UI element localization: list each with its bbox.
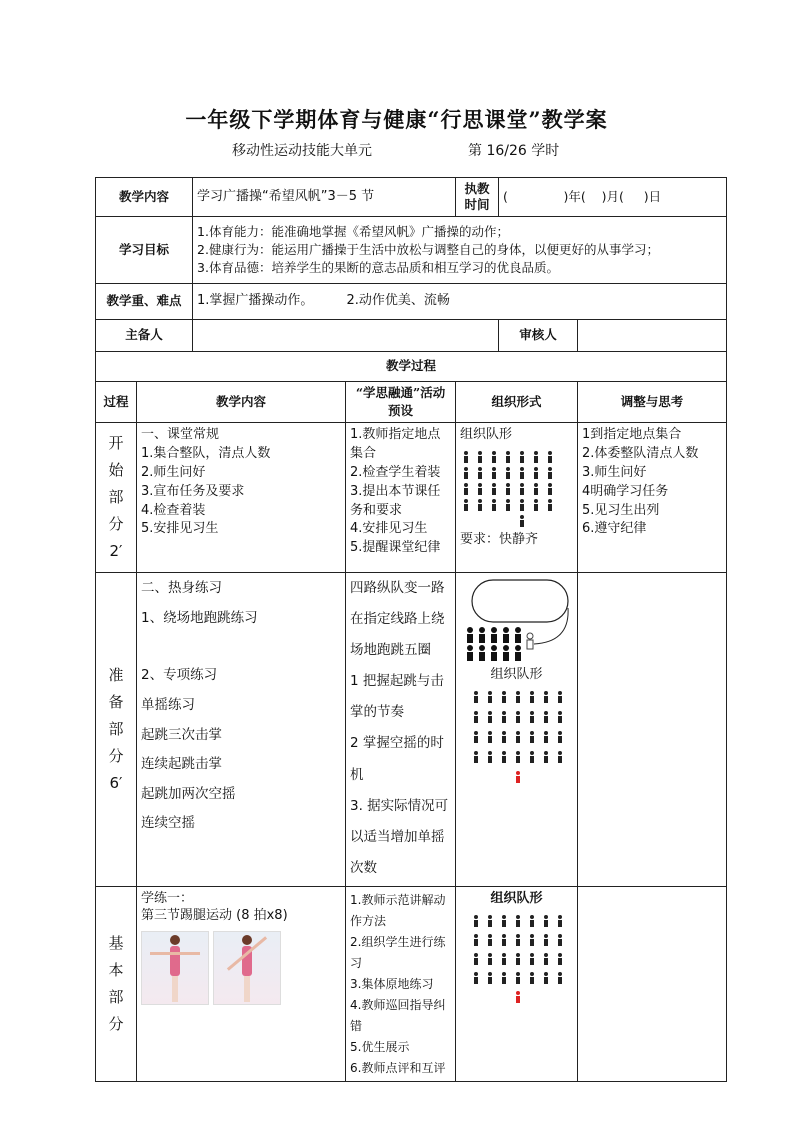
basic-activity: [346, 886, 456, 1081]
col-activity: “学思融通”活动预设: [346, 382, 456, 423]
student-icon: [504, 499, 512, 511]
student-icon: [532, 467, 540, 479]
student-icon: [486, 731, 494, 743]
student-icon: [514, 711, 522, 723]
student-icon: [472, 691, 480, 703]
lesson-plan-table: [95, 177, 727, 1082]
activity-line: 2 掌握空摇的时机: [350, 735, 444, 783]
formation-title: 组织队形: [490, 667, 543, 683]
student-icon: [556, 953, 564, 965]
student-icon: [504, 451, 512, 463]
student-icon: [542, 731, 550, 743]
student-icon: [486, 751, 494, 763]
student-icon: [528, 711, 536, 723]
teacher-icon: [514, 771, 522, 783]
student-icon: [528, 934, 536, 946]
student-icon: [500, 915, 508, 927]
content-label: 教学内容: [96, 178, 193, 217]
exercise-illustration: [141, 931, 341, 1005]
goal-list: [193, 217, 727, 284]
student-icon: [490, 467, 498, 479]
start-organization: [456, 423, 578, 573]
student-icon: [476, 467, 484, 479]
reflection-line: 4明确学习任务: [582, 483, 669, 499]
student-icon: [486, 691, 494, 703]
document-title: 一年级下学期体育与健康“行思课堂”教学案: [185, 107, 608, 132]
activity-line: 6.教师点评和互评: [350, 1060, 446, 1075]
unit-name: 移动性运动技能大单元: [232, 143, 372, 159]
goal-item: 1.体育能力：能准确地掌握《希望风帆》广播操的动作；: [197, 223, 509, 239]
process-title: 教学过程: [96, 352, 727, 382]
exercise-photo: [213, 931, 281, 1005]
stage-prepare: 准 备 部 分 6′: [96, 573, 137, 886]
prepare-content: [137, 573, 346, 886]
activity-line: 1 把握起跳与击掌的节奏: [350, 673, 444, 721]
col-reflection: 调整与思考: [578, 382, 727, 423]
student-icon: [472, 751, 480, 763]
content-line: 一、课堂常规: [141, 427, 220, 443]
student-icon: [542, 972, 550, 984]
start-content: [137, 423, 346, 573]
activity-line: 5.提醒课堂纪律: [350, 540, 441, 556]
student-icon: [472, 953, 480, 965]
student-icon: [486, 953, 494, 965]
student-icon: [528, 972, 536, 984]
student-icon: [556, 691, 564, 703]
student-icon: [490, 451, 498, 463]
student-icon: [556, 751, 564, 763]
student-icon: [518, 451, 526, 463]
student-icon: [556, 972, 564, 984]
student-icon: [490, 499, 498, 511]
key-points-value: 1.掌握广播操动作。 2.动作优美、流畅: [193, 284, 727, 320]
content-value: 学习广播操“希望风帆”3－5 节: [193, 178, 456, 217]
content-line: 1、绕场地跑跳练习: [141, 609, 258, 626]
student-icon: [472, 934, 480, 946]
student-icon: [500, 691, 508, 703]
activity-line: 4.安排见习生: [350, 521, 428, 537]
activity-line: 四路纵队变一路在指定线路上绕场地跑跳五圈: [350, 580, 445, 659]
content-line: 连续起跳击掌: [141, 756, 222, 773]
student-icon: [546, 451, 554, 463]
student-icon: [546, 483, 554, 495]
formation-requirement: 要求：快静齐: [460, 532, 539, 548]
student-icon: [546, 499, 554, 511]
student-icon: [542, 751, 550, 763]
formation-title: 组织队形: [490, 890, 543, 906]
student-icon: [514, 751, 522, 763]
student-icon: [528, 953, 536, 965]
reflection-line: 3.师生问好: [582, 464, 647, 480]
student-icon: [514, 731, 522, 743]
content-line: 5.安排见习生: [141, 521, 219, 537]
start-activity: [346, 423, 456, 573]
teacher-icon: [514, 991, 522, 1003]
basic-reflection: [578, 886, 727, 1081]
student-icon: [500, 711, 508, 723]
student-icon: [556, 731, 564, 743]
content-line: [141, 638, 341, 656]
content-line: 2.师生问好: [141, 464, 206, 480]
student-icon: [542, 934, 550, 946]
content-line: 4.检查着装: [141, 502, 206, 518]
student-icon: [476, 451, 484, 463]
prepare-reflection: [578, 573, 727, 886]
student-icon: [500, 972, 508, 984]
col-stage: 过程: [96, 382, 137, 423]
student-icon: [472, 731, 480, 743]
student-icon: [462, 467, 470, 479]
content-line: 二、热身练习: [141, 580, 222, 597]
col-content: 教学内容: [137, 382, 346, 423]
student-icon: [542, 711, 550, 723]
student-icon: [476, 499, 484, 511]
stage-basic: 基 本 部 分: [96, 886, 137, 1081]
lesson-number: 第 16/26 学时: [468, 143, 560, 159]
reflection-line: 1到指定地点集合: [582, 427, 682, 443]
content-line: 3.宣布任务及要求: [141, 483, 245, 499]
time-value: ( )年( )月( )日: [499, 178, 727, 217]
student-icon: [518, 483, 526, 495]
formation-title: 组织队形: [460, 427, 513, 443]
student-icon: [528, 691, 536, 703]
teacher-icon: [518, 515, 526, 527]
content-line: 起跳加两次空摇: [141, 785, 236, 802]
student-icon: [528, 915, 536, 927]
student-icon: [518, 467, 526, 479]
student-icon: [500, 751, 508, 763]
activity-line: 3. 据实际情况可以适当增加单摇次数: [350, 797, 449, 876]
student-icon: [486, 934, 494, 946]
student-icon: [504, 467, 512, 479]
student-icon: [500, 731, 508, 743]
activity-line: 3.提出本节课任务和要求: [350, 483, 441, 518]
student-icon: [542, 691, 550, 703]
student-icon: [472, 972, 480, 984]
goal-item: 3.体育品德：培养学生的果断的意志品质和相互学习的优良品质。: [197, 260, 559, 276]
student-icon: [528, 731, 536, 743]
student-icon: [542, 953, 550, 965]
formation-diagram: [472, 915, 564, 1003]
student-icon: [514, 972, 522, 984]
student-icon: [472, 915, 480, 927]
student-icon: [514, 953, 522, 965]
content-line: 第三节踢腿运动 (8 拍x8): [141, 908, 288, 924]
student-icon: [528, 751, 536, 763]
student-icon: [462, 499, 470, 511]
student-icon: [514, 691, 522, 703]
content-line: 连续空摇: [141, 815, 195, 832]
student-icon: [486, 711, 494, 723]
prepare-activity: [346, 573, 456, 886]
activity-line: 1.教师示范讲解动作方法: [350, 892, 446, 928]
reflection-line: 5.见习生出列: [582, 502, 660, 518]
student-icon: [532, 451, 540, 463]
reflection-line: 2.体委整队清点人数: [582, 446, 699, 462]
reflection-line: 6.遵守纪律: [582, 521, 647, 537]
student-icon: [490, 483, 498, 495]
basic-content: [137, 886, 346, 1081]
student-icon: [504, 483, 512, 495]
activity-line: 3.集体原地练习: [350, 976, 434, 991]
student-icon: [514, 915, 522, 927]
student-icon: [546, 467, 554, 479]
activity-line: 5.优生展示: [350, 1039, 410, 1054]
formation-diagram: [472, 691, 564, 783]
content-line: 单摇练习: [141, 696, 195, 713]
running-track-diagram: [464, 578, 578, 662]
student-icon: [486, 972, 494, 984]
student-icon: [500, 934, 508, 946]
content-line: 起跳三次击掌: [141, 726, 222, 743]
student-icon: [462, 483, 470, 495]
student-icon: [518, 499, 526, 511]
activity-line: 2.检查学生着装: [350, 464, 441, 480]
key-points-label: 教学重、难点: [96, 284, 193, 320]
goal-item: 2.健康行为：能运用广播操于生活中放松与调整自己的身体，以便更好的从事学习；: [197, 241, 659, 257]
preparer-label: 主备人: [96, 320, 193, 352]
time-label: 执教时间: [456, 178, 499, 217]
student-icon: [514, 934, 522, 946]
reviewer-label: 审核人: [499, 320, 578, 352]
stage-start: 开 始 部 分 2′: [96, 423, 137, 573]
student-icon: [556, 711, 564, 723]
reviewer-value: [578, 320, 727, 352]
student-icon: [472, 711, 480, 723]
activity-line: 4.教师巡回指导纠错: [350, 997, 446, 1033]
student-icon: [476, 483, 484, 495]
student-icon: [532, 499, 540, 511]
student-icon: [542, 915, 550, 927]
basic-organization: [456, 886, 578, 1081]
student-icon: [462, 451, 470, 463]
student-icon: [532, 483, 540, 495]
activity-line: 2.组织学生进行练习: [350, 934, 446, 970]
exercise-photo: [141, 931, 209, 1005]
content-line: 2、专项练习: [141, 667, 218, 684]
student-icon: [556, 934, 564, 946]
student-icon: [500, 953, 508, 965]
content-line: 1.集合整队，清点人数: [141, 446, 271, 462]
student-icon: [486, 915, 494, 927]
student-icon: [556, 915, 564, 927]
content-line: 学练一：: [141, 890, 194, 906]
start-reflection: [578, 423, 727, 573]
goal-label: 学习目标: [96, 217, 193, 284]
preparer-value: [193, 320, 499, 352]
activity-line: 1.教师指定地点集合: [350, 427, 441, 462]
col-organization: 组织形式: [456, 382, 578, 423]
prepare-organization: [456, 573, 578, 886]
formation-diagram: [462, 451, 573, 527]
